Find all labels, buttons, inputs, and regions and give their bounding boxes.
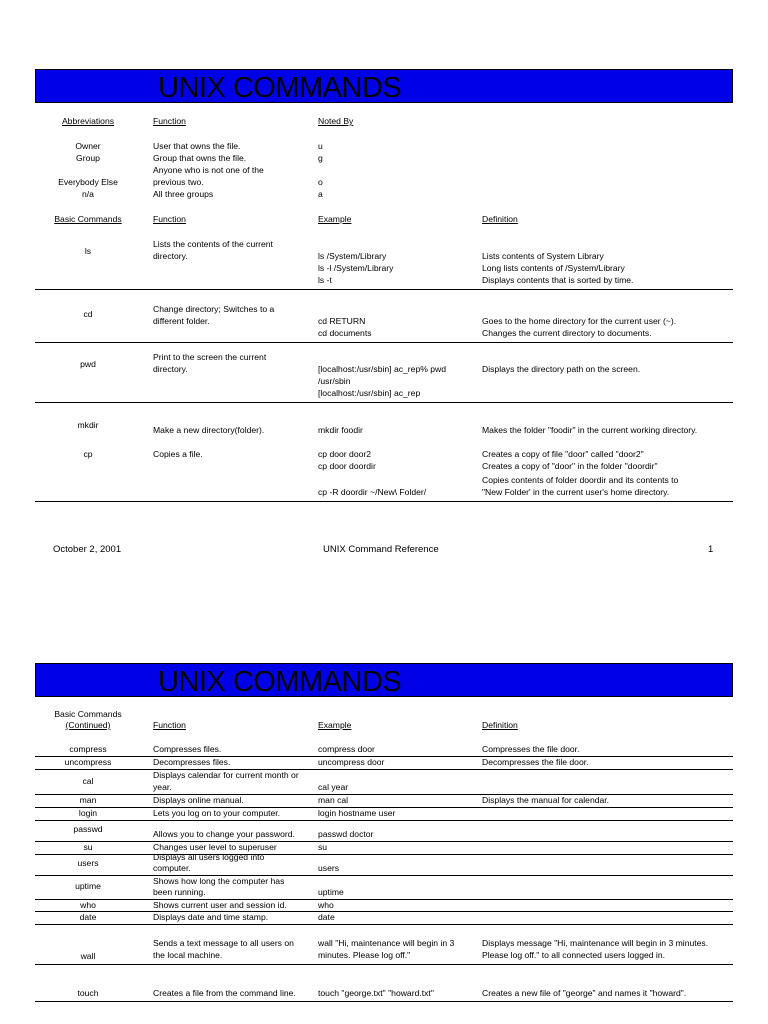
- command-example: ls /System/Library: [318, 251, 387, 261]
- command-definition: "New Folder' in the current user's home directory.: [482, 487, 670, 497]
- command-function: Allows you to change your password.: [153, 829, 295, 839]
- command-example: passwd doctor: [318, 829, 374, 839]
- command-definition: Goes to the home directory for the current user (~).: [482, 316, 677, 326]
- command-example: [localhost:/usr/sbin] ac_rep% pwd: [318, 364, 447, 374]
- command-example: cp door doordir: [318, 461, 376, 471]
- command-example: ls -t: [318, 275, 332, 285]
- command-name: date: [79, 912, 97, 922]
- row-divider: [35, 402, 733, 403]
- abbrev-function: All three groups: [153, 189, 214, 199]
- row-divider: [35, 1001, 733, 1002]
- command-function: directory.: [153, 251, 188, 261]
- command-definition: Lists contents of System Library: [482, 251, 604, 261]
- command-name: users: [77, 858, 99, 868]
- command-name: cd: [83, 309, 93, 319]
- banner-title: UNIX COMMANDS: [158, 72, 402, 104]
- row-divider: [35, 899, 733, 900]
- row-divider: [35, 964, 733, 965]
- command-name: ls: [84, 246, 92, 256]
- abbrev-name: Owner: [75, 141, 101, 151]
- command-example: cd documents: [318, 328, 372, 338]
- command-function: the local machine.: [153, 950, 223, 960]
- abbrev-name: Everybody Else: [58, 177, 118, 187]
- abbrev-function: User that owns the file.: [153, 141, 241, 151]
- command-example: [localhost:/usr/sbin] ac_rep: [318, 388, 421, 398]
- command-example: /usr/sbin: [318, 376, 351, 386]
- command-example: uncompress door: [318, 757, 385, 767]
- abbrev-noted: u: [318, 141, 323, 151]
- command-function: Lets you log on to your computer.: [153, 808, 281, 818]
- command-name: touch: [77, 988, 99, 998]
- title-banner: [35, 69, 733, 103]
- row-divider: [35, 911, 733, 912]
- command-function: Make a new directory(folder).: [153, 425, 265, 435]
- col-header-function: Function: [153, 116, 186, 126]
- col-header-example: Example: [318, 720, 352, 730]
- command-function: Shows current user and session id.: [153, 900, 287, 910]
- abbrev-noted: a: [318, 189, 323, 199]
- command-example: compress door: [318, 744, 375, 754]
- abbrev-function: previous two.: [153, 177, 204, 187]
- command-example: cd RETURN: [318, 316, 366, 326]
- col-header-continued: (Continued): [65, 720, 111, 730]
- row-divider: [35, 342, 733, 343]
- command-example: login hostname user: [318, 808, 396, 818]
- command-example: uptime: [318, 887, 344, 897]
- command-example: touch "george.txt" "howard.txt": [318, 988, 434, 998]
- command-definition: Please log off." to all connected users logged in.: [482, 950, 666, 960]
- command-definition: Changes the current directory to documents.: [482, 328, 652, 338]
- command-definition: Displays the manual for calendar.: [482, 795, 610, 805]
- row-divider: [35, 501, 733, 502]
- banner-title: UNIX COMMANDS: [158, 666, 402, 698]
- command-name: cal: [82, 776, 94, 786]
- col-header-function: Function: [153, 214, 186, 224]
- command-example: cp door door2: [318, 449, 372, 459]
- command-name: passwd: [73, 824, 103, 834]
- command-definition: Copies contents of folder doordir and its contents to: [482, 475, 679, 485]
- command-example: man cal: [318, 795, 349, 805]
- command-definition: Compresses the file door.: [482, 744, 580, 754]
- command-definition: Displays contents that is sorted by time.: [482, 275, 634, 285]
- command-function: Displays online manual.: [153, 795, 244, 805]
- command-definition: Displays the directory path on the screen.: [482, 364, 641, 374]
- col-header-example: Example: [318, 214, 352, 224]
- row-divider: [35, 794, 733, 795]
- command-function: computer.: [153, 863, 191, 873]
- command-name: login: [78, 808, 98, 818]
- command-name: uptime: [75, 881, 101, 891]
- command-name: compress: [69, 744, 107, 754]
- row-divider: [35, 769, 733, 770]
- command-function: Displays calendar for current month or: [153, 770, 299, 780]
- command-function: Copies a file.: [153, 449, 203, 459]
- col-header-basic-commands: Basic Commands: [54, 709, 122, 719]
- footer-page-number: 1: [708, 544, 714, 555]
- footer-title: UNIX Command Reference: [323, 544, 439, 555]
- col-header-abbreviations: Abbreviations: [61, 116, 115, 126]
- col-header-basic-commands: Basic Commands: [54, 214, 122, 224]
- row-divider: [35, 875, 733, 876]
- row-divider: [35, 854, 733, 855]
- command-name: who: [80, 900, 96, 910]
- command-function: Decompresses files.: [153, 757, 231, 767]
- command-function: year.: [153, 782, 172, 792]
- col-header-definition: Definition: [482, 214, 518, 224]
- command-example: su: [318, 842, 328, 852]
- col-header-function: Function: [153, 720, 186, 730]
- command-function: Change directory; Switches to a: [153, 304, 275, 314]
- command-definition: Decompresses the file door.: [482, 757, 589, 767]
- command-name: uncompress: [64, 757, 112, 767]
- abbrev-noted: g: [318, 153, 323, 163]
- abbrev-function: Anyone who is not one of the: [153, 165, 264, 175]
- row-divider: [35, 924, 733, 925]
- command-definition: Displays message "Hi, maintenance will begin in 3 minutes.: [482, 938, 709, 948]
- command-function: directory.: [153, 364, 188, 374]
- command-name: mkdir: [77, 420, 99, 430]
- command-name: pwd: [80, 359, 96, 369]
- command-function: Changes user level to superuser: [153, 842, 277, 852]
- command-example: minutes. Please log off.": [318, 950, 411, 960]
- command-function: been running.: [153, 887, 206, 897]
- command-function: Displays all users logged into: [153, 852, 265, 862]
- command-definition: Creates a copy of "door" in the folder "doordir": [482, 461, 658, 471]
- command-function: Print to the screen the current: [153, 352, 267, 362]
- command-function: different folder.: [153, 316, 210, 326]
- command-function: Compresses files.: [153, 744, 222, 754]
- title-banner: [35, 663, 733, 697]
- command-example: date: [318, 912, 335, 922]
- command-definition: Long lists contents of /System/Library: [482, 263, 625, 273]
- command-function: Creates a file from the command line.: [153, 988, 296, 998]
- col-header-noted-by: Noted By: [318, 116, 354, 126]
- command-definition: Creates a new file of "george" and names it "howard".: [482, 988, 687, 998]
- command-example: mkdir foodir: [318, 425, 363, 435]
- row-divider: [35, 841, 733, 842]
- command-function: Shows how long the computer has: [153, 876, 285, 886]
- abbrev-function: Group that owns the file.: [153, 153, 247, 163]
- abbrev-noted: o: [318, 177, 323, 187]
- command-function: Lists the contents of the current: [153, 239, 273, 249]
- abbrev-name: n/a: [82, 189, 94, 199]
- col-header-definition: Definition: [482, 720, 518, 730]
- command-definition: Creates a copy of file "door" called "door2": [482, 449, 644, 459]
- command-example: users: [318, 863, 340, 873]
- row-divider: [35, 289, 733, 290]
- command-name: su: [83, 842, 93, 852]
- command-example: ls -l /System/Library: [318, 263, 394, 273]
- command-function: Displays date and time stamp.: [153, 912, 269, 922]
- command-name: man: [79, 795, 97, 805]
- command-example: cp -R doordir ~/New\ Folder/: [318, 487, 427, 497]
- command-name: cp: [83, 449, 93, 459]
- command-definition: Makes the folder "foodir" in the current working directory.: [482, 425, 698, 435]
- command-name: wall: [80, 951, 96, 961]
- footer-date: October 2, 2001: [53, 544, 122, 555]
- command-example: cal year: [318, 782, 349, 792]
- command-example: who: [318, 900, 334, 910]
- command-function: Sends a text message to all users on: [153, 938, 294, 948]
- command-example: wall "Hi, maintenance will begin in 3: [318, 938, 455, 948]
- abbrev-name: Group: [76, 153, 100, 163]
- row-divider: [35, 820, 733, 821]
